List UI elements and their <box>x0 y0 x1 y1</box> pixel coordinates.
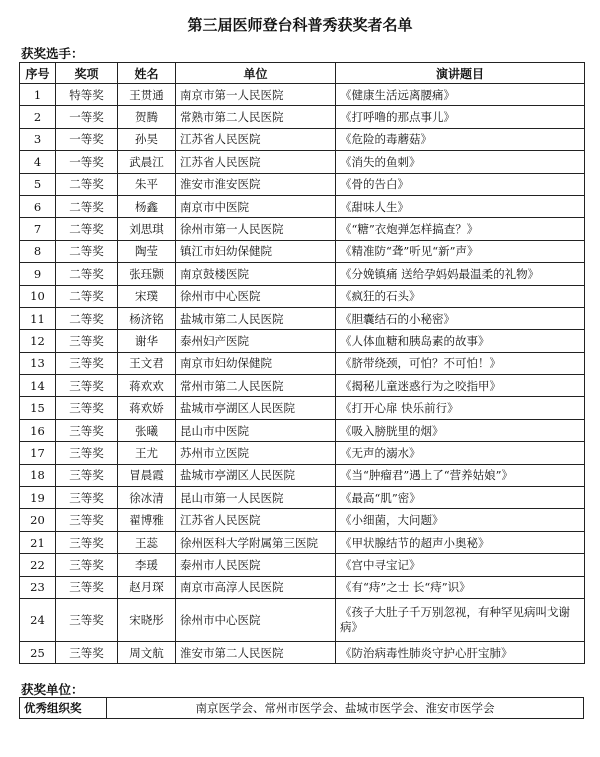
cell-award: 三等奖 <box>56 419 118 441</box>
cell-award: 三等奖 <box>56 397 118 419</box>
cell-topic: 《揭秘儿童迷惑行为之咬指甲》 <box>336 375 585 397</box>
cell-unit: 盐城市亭湖区人民医院 <box>176 397 336 419</box>
cell-no: 15 <box>20 397 56 419</box>
units-award-value: 南京医学会、常州市医学会、盐城市医学会、淮安市医学会 <box>107 698 584 719</box>
cell-no: 9 <box>20 263 56 285</box>
cell-unit: 南京鼓楼医院 <box>176 263 336 285</box>
cell-unit: 徐州医科大学附属第三医院 <box>176 531 336 553</box>
cell-award: 二等奖 <box>56 263 118 285</box>
cell-no: 18 <box>20 464 56 486</box>
cell-award: 三等奖 <box>56 531 118 553</box>
table-header-row <box>20 63 585 84</box>
cell-unit: 淮安市第二人民医院 <box>176 641 336 663</box>
cell-no: 13 <box>20 352 56 374</box>
cell-topic: 《健康生活远离腰痛》 <box>336 84 585 106</box>
cell-name: 蒋欢欢 <box>118 375 176 397</box>
cell-topic: 《甜味人生》 <box>336 195 585 217</box>
table-row <box>20 598 585 641</box>
cell-topic: 《小细菌，大问题》 <box>336 509 585 531</box>
cell-name: 武晨江 <box>118 151 176 173</box>
cell-no: 22 <box>20 554 56 576</box>
cell-unit: 南京市高淳人民医院 <box>176 576 336 598</box>
cell-name: 朱平 <box>118 173 176 195</box>
header-unit: 单位 <box>176 63 336 84</box>
cell-topic: 《有“痔”之士 长“痔”识》 <box>336 576 585 598</box>
table-row <box>20 352 585 374</box>
cell-name: 刘思琪 <box>118 218 176 240</box>
cell-no: 25 <box>20 641 56 663</box>
cell-topic: 《“糖”衣炮弹怎样搞查？》 <box>336 218 585 240</box>
cell-award: 三等奖 <box>56 509 118 531</box>
cell-award: 特等奖 <box>56 84 118 106</box>
header-award: 奖项 <box>56 63 118 84</box>
cell-name: 陶莹 <box>118 240 176 262</box>
table-row <box>20 576 585 598</box>
cell-no: 3 <box>20 128 56 150</box>
cell-topic: 《脐带绕颈，可怕？不可怕！》 <box>336 352 585 374</box>
cell-no: 14 <box>20 375 56 397</box>
cell-name: 翟博雅 <box>118 509 176 531</box>
winners-section-label: 获奖选手： <box>21 46 84 61</box>
cell-topic: 《人体血糖和胰岛素的故事》 <box>336 330 585 352</box>
cell-topic: 《最高“肌”密》 <box>336 487 585 509</box>
cell-no: 20 <box>20 509 56 531</box>
cell-award: 三等奖 <box>56 464 118 486</box>
cell-unit: 江苏省人民医院 <box>176 128 336 150</box>
cell-name: 王文君 <box>118 352 176 374</box>
cell-no: 24 <box>20 598 56 641</box>
cell-award: 三等奖 <box>56 352 118 374</box>
winners-table <box>19 62 585 664</box>
cell-award: 二等奖 <box>56 240 118 262</box>
cell-unit: 江苏省人民医院 <box>176 151 336 173</box>
cell-name: 冒晨霞 <box>118 464 176 486</box>
header-topic: 演讲题目 <box>336 63 585 84</box>
cell-topic: 《打开心扉 快乐前行》 <box>336 397 585 419</box>
page-title: 第三届医师登台科普秀获奖者名单 <box>187 16 413 34</box>
cell-topic: 《吸入膀胱里的烟》 <box>336 419 585 441</box>
cell-name: 徐冰清 <box>118 487 176 509</box>
cell-topic: 《无声的溺水》 <box>336 442 585 464</box>
table-row <box>20 307 585 329</box>
units-row <box>20 698 584 719</box>
table-row <box>20 554 585 576</box>
cell-award: 三等奖 <box>56 576 118 598</box>
units-table <box>19 697 584 719</box>
cell-no: 8 <box>20 240 56 262</box>
cell-no: 23 <box>20 576 56 598</box>
cell-name: 张珏颢 <box>118 263 176 285</box>
table-row <box>20 397 585 419</box>
cell-topic: 《精准防“聋”听见“新”声》 <box>336 240 585 262</box>
table-row <box>20 509 585 531</box>
cell-name: 李瑗 <box>118 554 176 576</box>
table-row <box>20 263 585 285</box>
cell-unit: 徐州市中心医院 <box>176 598 336 641</box>
table-row <box>20 173 585 195</box>
cell-unit: 徐州市第一人民医院 <box>176 218 336 240</box>
cell-unit: 盐城市第二人民医院 <box>176 307 336 329</box>
cell-award: 二等奖 <box>56 218 118 240</box>
cell-no: 17 <box>20 442 56 464</box>
cell-unit: 常熟市第二人民医院 <box>176 106 336 128</box>
cell-unit: 泰州妇产医院 <box>176 330 336 352</box>
cell-topic: 《消失的鱼刺》 <box>336 151 585 173</box>
header-no: 序号 <box>20 63 56 84</box>
cell-no: 10 <box>20 285 56 307</box>
table-row <box>20 128 585 150</box>
cell-name: 宋璞 <box>118 285 176 307</box>
units-section-label: 获奖单位： <box>21 682 84 697</box>
cell-name: 王贯通 <box>118 84 176 106</box>
cell-award: 一等奖 <box>56 151 118 173</box>
cell-name: 赵月琛 <box>118 576 176 598</box>
cell-topic: 《孩子大肚子千万别忽视，有种罕见病叫戈谢病》 <box>336 598 585 641</box>
cell-award: 二等奖 <box>56 285 118 307</box>
cell-name: 王蕊 <box>118 531 176 553</box>
cell-name: 蒋欢娇 <box>118 397 176 419</box>
cell-topic: 《危险的毒蘑菇》 <box>336 128 585 150</box>
units-award-label: 优秀组织奖 <box>20 698 107 719</box>
cell-no: 1 <box>20 84 56 106</box>
cell-no: 21 <box>20 531 56 553</box>
cell-award: 二等奖 <box>56 195 118 217</box>
cell-topic: 《甲状腺结节的超声小奥秘》 <box>336 531 585 553</box>
cell-no: 12 <box>20 330 56 352</box>
cell-award: 一等奖 <box>56 128 118 150</box>
cell-unit: 盐城市亭湖区人民医院 <box>176 464 336 486</box>
cell-unit: 昆山市中医院 <box>176 419 336 441</box>
cell-award: 二等奖 <box>56 173 118 195</box>
cell-topic: 《骨的告白》 <box>336 173 585 195</box>
cell-name: 孙昊 <box>118 128 176 150</box>
table-row <box>20 375 585 397</box>
cell-topic: 《分娩镇痛 送给孕妈妈最温柔的礼物》 <box>336 263 585 285</box>
cell-topic: 《胆囊结石的小秘密》 <box>336 307 585 329</box>
cell-no: 6 <box>20 195 56 217</box>
header-name: 姓名 <box>118 63 176 84</box>
cell-name: 谢华 <box>118 330 176 352</box>
cell-no: 19 <box>20 487 56 509</box>
cell-name: 贺腾 <box>118 106 176 128</box>
table-row <box>20 442 585 464</box>
cell-award: 三等奖 <box>56 641 118 663</box>
cell-name: 王尤 <box>118 442 176 464</box>
table-row <box>20 531 585 553</box>
cell-no: 11 <box>20 307 56 329</box>
cell-topic: 《当“肿瘤君”遇上了“营养姑娘”》 <box>336 464 585 486</box>
cell-unit: 南京市第一人民医院 <box>176 84 336 106</box>
cell-unit: 苏州市立医院 <box>176 442 336 464</box>
table-row <box>20 106 585 128</box>
cell-name: 杨济铭 <box>118 307 176 329</box>
cell-award: 三等奖 <box>56 442 118 464</box>
table-row <box>20 330 585 352</box>
cell-no: 4 <box>20 151 56 173</box>
cell-unit: 常州市第二人民医院 <box>176 375 336 397</box>
cell-unit: 南京市中医院 <box>176 195 336 217</box>
cell-no: 16 <box>20 419 56 441</box>
cell-topic: 《宫中寻宝记》 <box>336 554 585 576</box>
table-row <box>20 285 585 307</box>
table-row <box>20 641 585 663</box>
cell-no: 5 <box>20 173 56 195</box>
cell-name: 杨鑫 <box>118 195 176 217</box>
table-row <box>20 419 585 441</box>
cell-no: 2 <box>20 106 56 128</box>
cell-name: 张曦 <box>118 419 176 441</box>
cell-unit: 徐州市中心医院 <box>176 285 336 307</box>
cell-award: 二等奖 <box>56 307 118 329</box>
cell-unit: 镇江市妇幼保健院 <box>176 240 336 262</box>
cell-unit: 南京市妇幼保健院 <box>176 352 336 374</box>
cell-unit: 江苏省人民医院 <box>176 509 336 531</box>
cell-unit: 昆山市第一人民医院 <box>176 487 336 509</box>
cell-award: 三等奖 <box>56 487 118 509</box>
cell-topic: 《防治病毒性肺炎守护心肝宝肺》 <box>336 641 585 663</box>
cell-award: 三等奖 <box>56 375 118 397</box>
cell-topic: 《打呼噜的那点事儿》 <box>336 106 585 128</box>
cell-topic: 《疯狂的石头》 <box>336 285 585 307</box>
cell-award: 三等奖 <box>56 598 118 641</box>
cell-award: 一等奖 <box>56 106 118 128</box>
cell-award: 三等奖 <box>56 554 118 576</box>
cell-name: 宋晓彤 <box>118 598 176 641</box>
table-row <box>20 218 585 240</box>
table-row <box>20 487 585 509</box>
table-row <box>20 84 585 106</box>
table-row <box>20 240 585 262</box>
cell-unit: 泰州市人民医院 <box>176 554 336 576</box>
cell-award: 三等奖 <box>56 330 118 352</box>
cell-name: 周文航 <box>118 641 176 663</box>
cell-unit: 淮安市淮安医院 <box>176 173 336 195</box>
table-row <box>20 195 585 217</box>
table-row <box>20 464 585 486</box>
cell-no: 7 <box>20 218 56 240</box>
table-row <box>20 151 585 173</box>
